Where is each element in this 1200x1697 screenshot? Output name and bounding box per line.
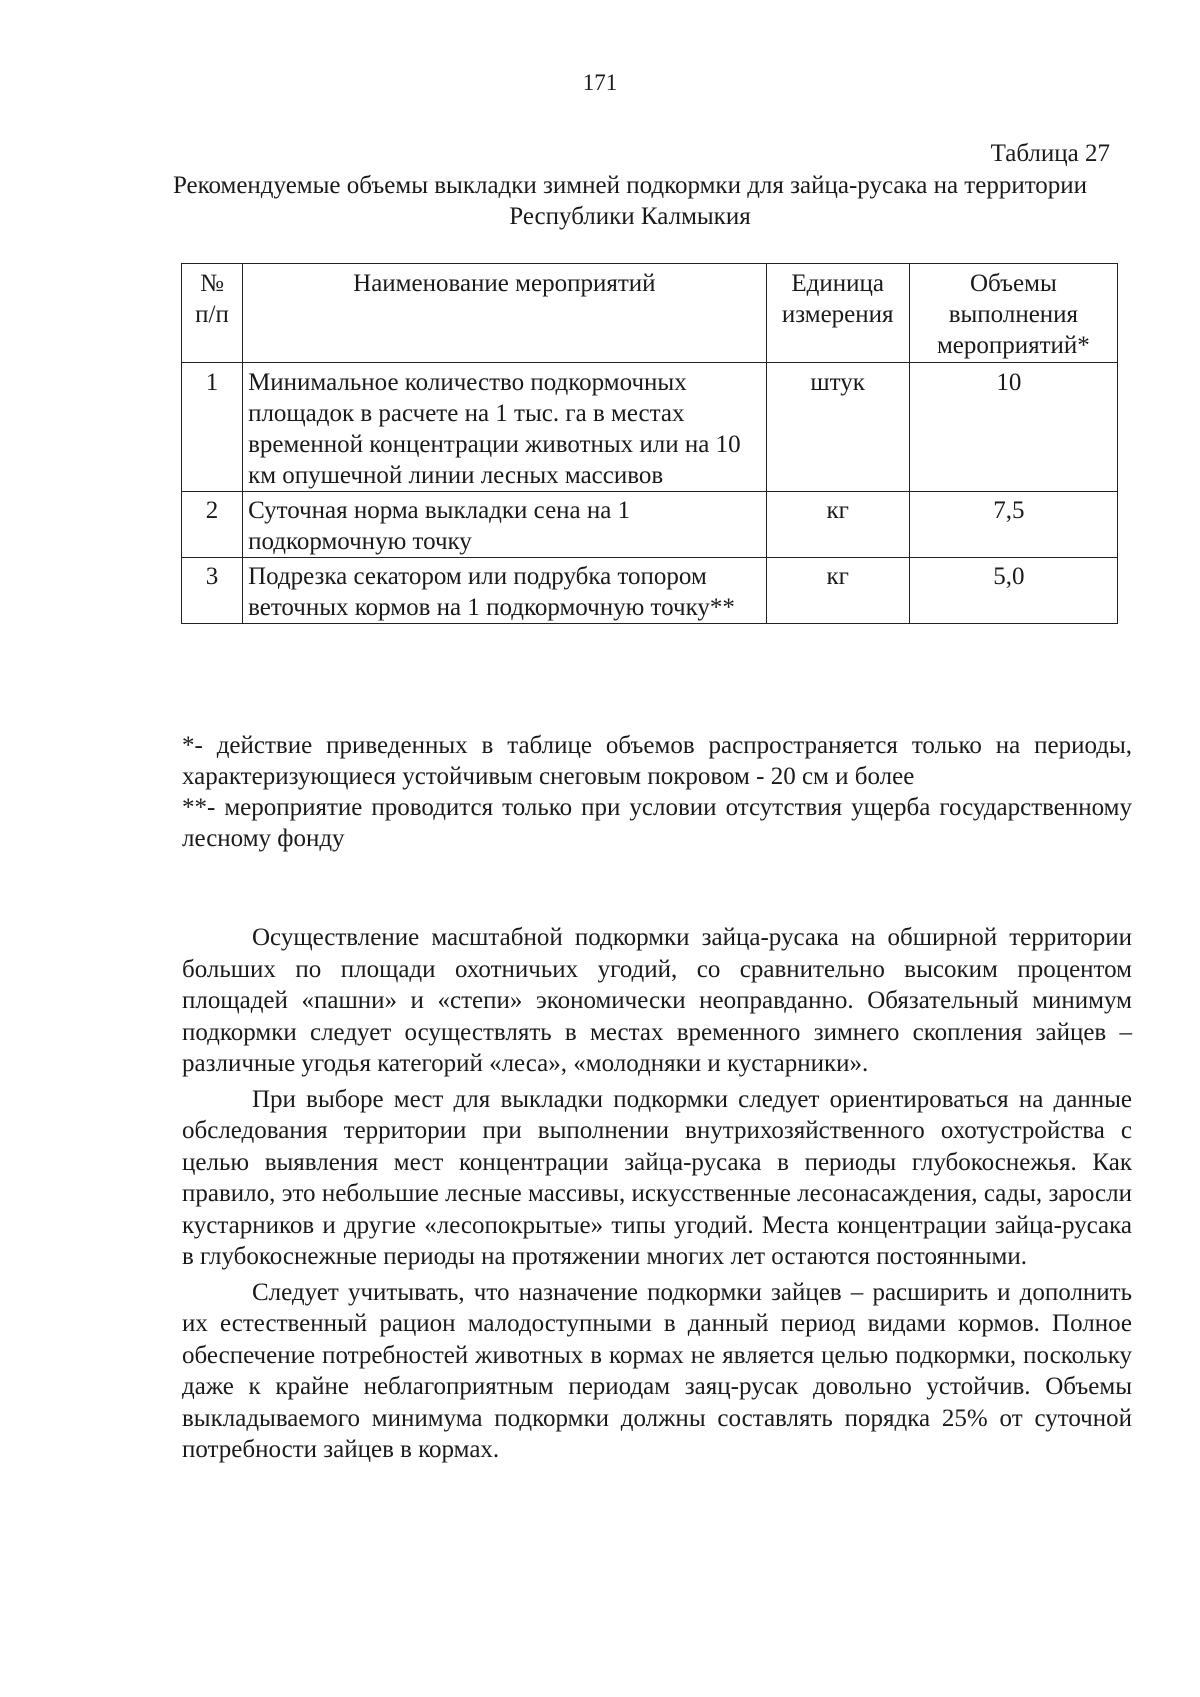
- row-volume: 5,0: [909, 558, 1117, 624]
- row-number: 3: [182, 558, 243, 624]
- header-volume: Объемы выполнения мероприятий*: [909, 264, 1117, 363]
- table-label: Таблица 27: [990, 140, 1110, 167]
- row-activity-name: Подрезка секатором или подрубка топором веточных кормов на 1 подкормочную точку**: [243, 558, 767, 624]
- row-activity-name: Суточная норма выкладки сена на 1 подкормочную точку: [243, 492, 767, 558]
- paragraph: Следует учитывать, что назначение подкормки зайцев – расширить и дополнить их естественный рацион малодоступными в данный период видами кормов. Полное обеспечение потребностей животных в кормах не является целью подкормки, поскольку даже к крайне неблагоприятным периодам заяц-русак довольно устойчив. Объемы выкладываемого минимума подкормки должны составлять порядка 25% от суточной потребности зайцев в кормах.: [182, 1278, 1132, 1463]
- footnote-single-asterisk: *- действие приведенных в таблице объемов распространяется только на периоды, характеризующиеся устойчивым снеговым покровом - 20 см и более: [182, 732, 1132, 790]
- page-number: 171: [582, 70, 618, 95]
- row-activity-name: Минимальное количество подкормочных площадок в расчете на 1 тыс. га в местах временной концентрации животных или на 10 км опушечной линии лесных массивов: [243, 363, 767, 492]
- paragraph: Осуществление масштабной подкормки зайца-русака на обширной территории больших по площади охотничьих угодий, со сравнительно высоким процентом площадей «пашни» и «степи» экономически неоправданно. Обязательный минимум подкормки следует осуществлять в местах временного зимнего скопления зайцев – различные угодья категорий «леса», «молодняки и кустарники».: [182, 924, 1132, 1077]
- table-footnotes: [182, 730, 1132, 854]
- row-number: 2: [182, 492, 243, 558]
- header-unit: Единица измерения: [766, 264, 909, 363]
- body-text: [182, 922, 1132, 1470]
- table-row: [182, 558, 1118, 624]
- row-unit: кг: [766, 492, 909, 558]
- table-row: [182, 363, 1118, 492]
- row-volume: 7,5: [909, 492, 1117, 558]
- feeding-volumes-table: [181, 263, 1118, 624]
- table-row: [182, 492, 1118, 558]
- row-volume: 10: [909, 363, 1117, 492]
- footnote-double-asterisk: **- мероприятие проводится только при условии отсутствия ущерба государственному лесному фонду: [182, 794, 1132, 852]
- paragraph: При выборе мест для выкладки подкормки следует ориентироваться на данные обследования территории при выполнении внутрихозяйственного охотустройства с целью выявления мест концентрации зайца-русака в периоды глубокоснежья. Как правило, это небольшие лесные массивы, искусственные лесонасаждения, сады, заросли кустарников и другие «лесопокрытые» типы угодий. Места концентрации зайца-русака в глубокоснежные периоды на протяжении многих лет остаются постоянными.: [182, 1085, 1132, 1270]
- row-unit: штук: [766, 363, 909, 492]
- table-title: Рекомендуемые объемы выкладки зимней подкормки для зайца-русака на территории Республики Калмыкия: [172, 172, 1088, 230]
- row-number: 1: [182, 363, 243, 492]
- row-unit: кг: [766, 558, 909, 624]
- header-number: № п/п: [182, 264, 243, 363]
- header-activity-name: Наименование мероприятий: [243, 264, 767, 363]
- table-header-row: [182, 264, 1118, 363]
